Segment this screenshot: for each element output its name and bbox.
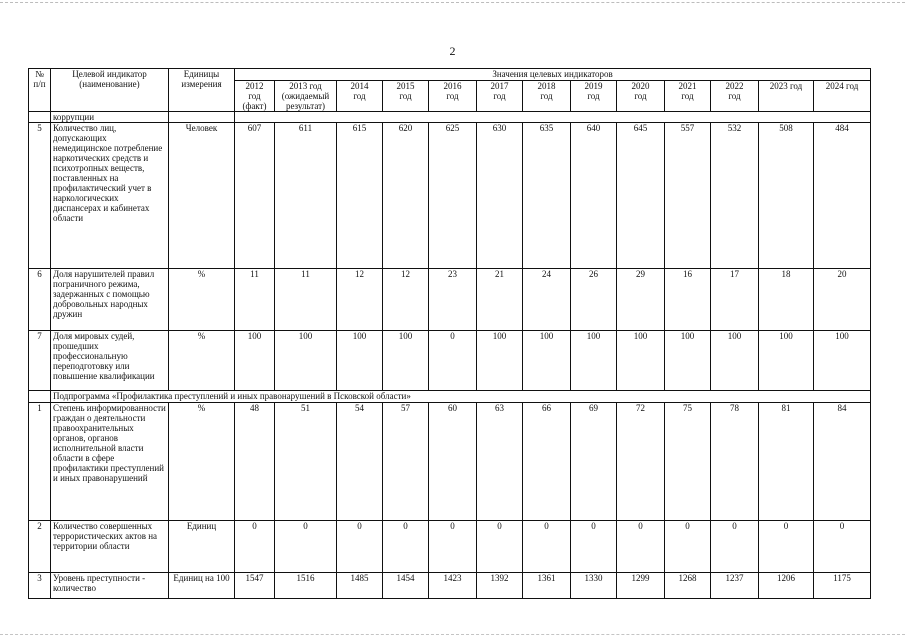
header-year: 2015 год (383, 81, 429, 112)
row-value: 0 (429, 521, 477, 573)
header-year: 2022 год (711, 81, 759, 112)
row-value: 1516 (275, 573, 337, 599)
row-value: 26 (571, 269, 617, 331)
row-value: 20 (814, 269, 871, 331)
subprogram-row (29, 391, 871, 403)
subprogram-title: Подпрограмма «Профилактика преступлений и иных правонарушений в Псковской области» (51, 391, 871, 403)
row-value: 1547 (235, 573, 275, 599)
row-value: 625 (429, 123, 477, 269)
row-value: 69 (571, 403, 617, 521)
row-unit: % (169, 403, 235, 521)
row-indicator-name: Количество лиц, допускающих немедицинское потребление наркотических средств и психотропных веществ, поставленных на профилактический учет в наркологических диспансерах и кабинетах области (51, 123, 169, 269)
row-number: 1 (29, 403, 51, 521)
row-value: 23 (429, 269, 477, 331)
row-value: 100 (383, 331, 429, 391)
row-value: 0 (759, 521, 814, 573)
row-value: 611 (275, 123, 337, 269)
row-value: 51 (275, 403, 337, 521)
row-number: 7 (29, 331, 51, 391)
row-value: 620 (383, 123, 429, 269)
row-value: 24 (523, 269, 571, 331)
row-indicator-name: Доля нарушителей правил пограничного режима, задержанных с помощью добровольных народных дружин (51, 269, 169, 331)
header-year: 2012 год (факт) (235, 81, 275, 112)
row-value: 1299 (617, 573, 665, 599)
row-unit: % (169, 269, 235, 331)
row-value: 54 (337, 403, 383, 521)
row-value: 1175 (814, 573, 871, 599)
row-unit: Человек (169, 123, 235, 269)
row-value: 78 (711, 403, 759, 521)
row-value: 57 (383, 403, 429, 521)
row-unit: % (169, 331, 235, 391)
table-row (29, 403, 871, 521)
row-value: 607 (235, 123, 275, 269)
row-value: 1330 (571, 573, 617, 599)
row-value: 81 (759, 403, 814, 521)
row-value: 100 (759, 331, 814, 391)
scan-edge-top (0, 2, 905, 3)
row-value: 100 (665, 331, 711, 391)
row-value: 75 (665, 403, 711, 521)
table-row (29, 331, 871, 391)
row-value: 645 (617, 123, 665, 269)
row-value: 0 (235, 521, 275, 573)
row-value: 0 (383, 521, 429, 573)
row-value: 1361 (523, 573, 571, 599)
row-value: 1237 (711, 573, 759, 599)
header-year: 2020 год (617, 81, 665, 112)
row-value: 0 (337, 521, 383, 573)
row-value: 60 (429, 403, 477, 521)
row-value: 29 (617, 269, 665, 331)
row-number: 2 (29, 521, 51, 573)
row-value: 1392 (477, 573, 523, 599)
row-value: 0 (814, 521, 871, 573)
row-value: 0 (477, 521, 523, 573)
row-value: 84 (814, 403, 871, 521)
row-value: 0 (523, 521, 571, 573)
row-value: 100 (711, 331, 759, 391)
row-value: 630 (477, 123, 523, 269)
header-year: 2018 год (523, 81, 571, 112)
continuation-text: коррупции (51, 112, 169, 123)
row-indicator-name: Доля мировых судей, прошедших профессиональную переподготовку или повышение квалификации (51, 331, 169, 391)
row-value: 508 (759, 123, 814, 269)
row-value: 100 (814, 331, 871, 391)
subprogram-num (29, 391, 51, 403)
row-value: 12 (337, 269, 383, 331)
header-year: 2021 год (665, 81, 711, 112)
header-unit: Единицы измерения (169, 69, 235, 112)
indicators-table (28, 68, 871, 599)
page-number: 2 (449, 44, 456, 58)
row-value: 100 (477, 331, 523, 391)
header-year: 2014 год (337, 81, 383, 112)
header-year: 2017 год (477, 81, 523, 112)
row-value: 100 (523, 331, 571, 391)
row-value: 635 (523, 123, 571, 269)
row-value: 0 (275, 521, 337, 573)
row-value: 0 (617, 521, 665, 573)
row-value: 615 (337, 123, 383, 269)
scan-edge-bottom (0, 634, 905, 635)
header-indicator: Целевой индикатор (наименование) (51, 69, 169, 112)
row-value: 100 (337, 331, 383, 391)
continuation-values (235, 112, 871, 123)
row-value: 1454 (383, 573, 429, 599)
continuation-num (29, 112, 51, 123)
row-value: 0 (711, 521, 759, 573)
row-indicator-name: Степень информированности граждан о деятельности правоохранительных органов, органов исполнительной власти области в сфере профилактики преступлений и иных правонарушений (51, 403, 169, 521)
header-number: № п/п (29, 69, 51, 112)
continuation-unit (169, 112, 235, 123)
table-row (29, 573, 871, 599)
header-year: 2013 год (ожидаемый результат) (275, 81, 337, 112)
row-value: 17 (711, 269, 759, 331)
row-value: 0 (571, 521, 617, 573)
row-value: 72 (617, 403, 665, 521)
table-row (29, 123, 871, 269)
row-value: 0 (429, 331, 477, 391)
row-indicator-name: Количество совершенных террористических актов на территории области (51, 521, 169, 573)
row-indicator-name: Уровень преступности - количество (51, 573, 169, 599)
row-value: 12 (383, 269, 429, 331)
header-year: 2024 год (814, 81, 871, 112)
row-value: 11 (275, 269, 337, 331)
row-unit: Единиц (169, 521, 235, 573)
row-value: 0 (665, 521, 711, 573)
row-value: 100 (275, 331, 337, 391)
row-value: 100 (617, 331, 665, 391)
row-unit: Единиц на 100 (169, 573, 235, 599)
header-row-1 (29, 69, 871, 81)
row-value: 100 (571, 331, 617, 391)
row-value: 11 (235, 269, 275, 331)
row-value: 18 (759, 269, 814, 331)
row-value: 48 (235, 403, 275, 521)
header-year: 2016 год (429, 81, 477, 112)
row-number: 6 (29, 269, 51, 331)
row-value: 484 (814, 123, 871, 269)
row-value: 1268 (665, 573, 711, 599)
row-value: 1206 (759, 573, 814, 599)
continuation-row (29, 112, 871, 123)
row-value: 640 (571, 123, 617, 269)
table-row (29, 521, 871, 573)
row-value: 1485 (337, 573, 383, 599)
row-value: 1423 (429, 573, 477, 599)
header-year: 2019 год (571, 81, 617, 112)
row-value: 21 (477, 269, 523, 331)
header-values: Значения целевых индикаторов (235, 69, 871, 81)
row-value: 100 (235, 331, 275, 391)
row-value: 557 (665, 123, 711, 269)
row-value: 16 (665, 269, 711, 331)
header-year: 2023 год (759, 81, 814, 112)
table-row (29, 269, 871, 331)
row-value: 532 (711, 123, 759, 269)
row-number: 3 (29, 573, 51, 599)
row-number: 5 (29, 123, 51, 269)
row-value: 63 (477, 403, 523, 521)
row-value: 66 (523, 403, 571, 521)
